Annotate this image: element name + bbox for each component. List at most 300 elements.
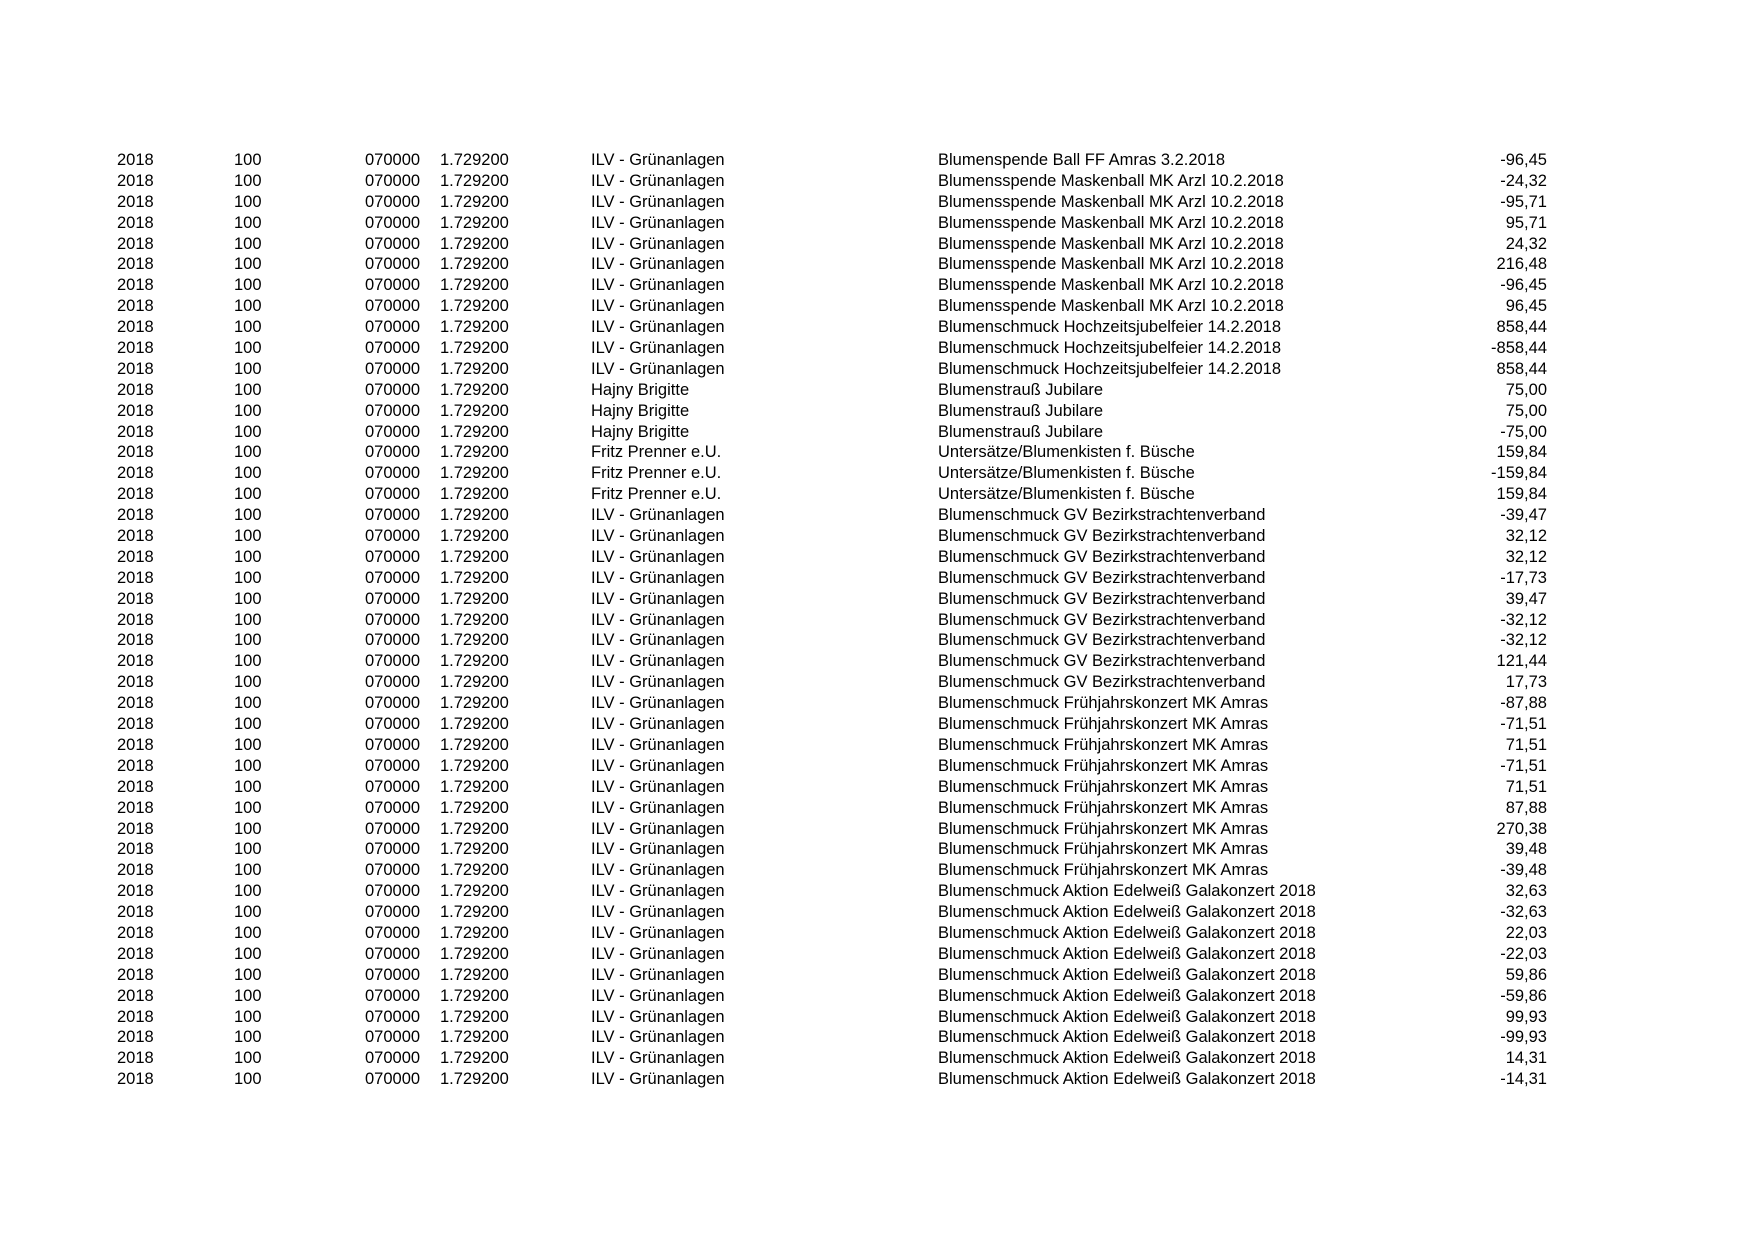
description-cell: Blumenschmuck Aktion Edelweiß Galakonzert 2018 (938, 882, 1316, 901)
code-cell: 070000 (365, 631, 421, 650)
number-cell: 100 (234, 485, 262, 504)
party-cell: ILV - Grünanlagen (591, 171, 725, 190)
amount-cell: 22,03 (1505, 923, 1547, 942)
code-cell: 070000 (365, 151, 421, 169)
year-cell: 2018 (117, 151, 154, 169)
party-cell: ILV - Grünanlagen (591, 255, 725, 274)
code-cell: 070000 (365, 944, 421, 963)
description-cell: Blumenschmuck Hochzeitsjubelfeier 14.2.2018 (938, 359, 1282, 378)
account-cell: 1.729200 (440, 171, 509, 190)
code-cell: 070000 (365, 276, 421, 295)
year-cell: 2018 (117, 882, 154, 901)
account-cell: 1.729200 (440, 401, 509, 420)
year-cell: 2018 (117, 527, 154, 546)
number-cell: 100 (234, 840, 262, 859)
number-cell: 100 (234, 694, 262, 713)
account-cell: 1.729200 (440, 297, 509, 316)
amount-cell: 17,73 (1505, 673, 1547, 692)
amount-cell: -159,84 (1491, 464, 1547, 483)
account-cell: 1.729200 (440, 1028, 509, 1047)
table-row (0, 1048, 1754, 1069)
number-cell: 100 (234, 192, 262, 211)
amount-cell: 32,12 (1505, 527, 1547, 546)
amount-cell: -22,03 (1500, 944, 1547, 963)
amount-cell: -96,45 (1500, 276, 1547, 295)
table-row (0, 338, 1754, 359)
amount-cell: 39,48 (1505, 840, 1547, 859)
account-cell: 1.729200 (440, 673, 509, 692)
account-cell: 1.729200 (440, 652, 509, 671)
account-cell: 1.729200 (440, 443, 509, 462)
code-cell: 070000 (365, 422, 421, 441)
table-row (0, 296, 1754, 317)
amount-cell: 75,00 (1505, 380, 1547, 399)
year-cell: 2018 (117, 213, 154, 232)
account-cell: 1.729200 (440, 756, 509, 775)
amount-cell: 32,12 (1505, 547, 1547, 566)
account-cell: 1.729200 (440, 986, 509, 1005)
number-cell: 100 (234, 297, 262, 316)
amount-cell: -95,71 (1500, 192, 1547, 211)
code-cell: 070000 (365, 861, 421, 880)
table-row (0, 401, 1754, 422)
account-cell: 1.729200 (440, 777, 509, 796)
account-cell: 1.729200 (440, 631, 509, 650)
code-cell: 070000 (365, 213, 421, 232)
number-cell: 100 (234, 464, 262, 483)
party-cell: ILV - Grünanlagen (591, 694, 725, 713)
description-cell: Blumensspende Maskenball MK Arzl 10.2.2018 (938, 171, 1284, 190)
number-cell: 100 (234, 568, 262, 587)
account-cell: 1.729200 (440, 1049, 509, 1068)
description-cell: Blumensspende Maskenball MK Arzl 10.2.2018 (938, 213, 1284, 232)
ledger-table (0, 150, 1754, 1090)
party-cell: ILV - Grünanlagen (591, 339, 725, 358)
description-cell: Blumenschmuck Frühjahrskonzert MK Amras (938, 861, 1269, 880)
description-cell: Blumenschmuck GV Bezirkstrachtenverband (938, 610, 1266, 629)
party-cell: ILV - Grünanlagen (591, 986, 725, 1005)
amount-cell: -96,45 (1500, 151, 1547, 169)
account-cell: 1.729200 (440, 610, 509, 629)
code-cell: 070000 (365, 903, 421, 922)
description-cell: Blumenschmuck GV Bezirkstrachtenverband (938, 652, 1266, 671)
amount-cell: -32,63 (1500, 903, 1547, 922)
code-cell: 070000 (365, 527, 421, 546)
number-cell: 100 (234, 1028, 262, 1047)
party-cell: ILV - Grünanlagen (591, 1049, 725, 1068)
party-cell: ILV - Grünanlagen (591, 882, 725, 901)
party-cell: Fritz Prenner e.U. (591, 464, 722, 483)
table-row (0, 819, 1754, 840)
code-cell: 070000 (365, 1070, 421, 1089)
account-cell: 1.729200 (440, 255, 509, 274)
number-cell: 100 (234, 631, 262, 650)
amount-cell: 858,44 (1496, 359, 1547, 378)
description-cell: Blumenschmuck Aktion Edelweiß Galakonzert 2018 (938, 1070, 1316, 1089)
account-cell: 1.729200 (440, 192, 509, 211)
code-cell: 070000 (365, 568, 421, 587)
table-row (0, 839, 1754, 860)
code-cell: 070000 (365, 255, 421, 274)
code-cell: 070000 (365, 610, 421, 629)
number-cell: 100 (234, 944, 262, 963)
year-cell: 2018 (117, 589, 154, 608)
year-cell: 2018 (117, 798, 154, 817)
description-cell: Blumenschmuck Aktion Edelweiß Galakonzert 2018 (938, 986, 1316, 1005)
year-cell: 2018 (117, 840, 154, 859)
description-cell: Blumenschmuck Aktion Edelweiß Galakonzert 2018 (938, 965, 1316, 984)
number-cell: 100 (234, 276, 262, 295)
number-cell: 100 (234, 986, 262, 1005)
number-cell: 100 (234, 819, 262, 838)
year-cell: 2018 (117, 652, 154, 671)
year-cell: 2018 (117, 380, 154, 399)
description-cell: Blumenschmuck Frühjahrskonzert MK Amras (938, 840, 1269, 859)
number-cell: 100 (234, 965, 262, 984)
amount-cell: 216,48 (1496, 255, 1547, 274)
table-row (0, 380, 1754, 401)
table-row (0, 672, 1754, 693)
party-cell: ILV - Grünanlagen (591, 234, 725, 253)
party-cell: ILV - Grünanlagen (591, 923, 725, 942)
amount-cell: 159,84 (1496, 443, 1547, 462)
description-cell: Blumenschmuck Aktion Edelweiß Galakonzert 2018 (938, 1049, 1316, 1068)
account-cell: 1.729200 (440, 547, 509, 566)
account-cell: 1.729200 (440, 903, 509, 922)
account-cell: 1.729200 (440, 527, 509, 546)
table-row (0, 484, 1754, 505)
account-cell: 1.729200 (440, 380, 509, 399)
year-cell: 2018 (117, 986, 154, 1005)
year-cell: 2018 (117, 610, 154, 629)
description-cell: Blumensspende Maskenball MK Arzl 10.2.2018 (938, 276, 1284, 295)
account-cell: 1.729200 (440, 506, 509, 525)
table-row (0, 923, 1754, 944)
number-cell: 100 (234, 589, 262, 608)
description-cell: Blumenschmuck GV Bezirkstrachtenverband (938, 568, 1266, 587)
number-cell: 100 (234, 882, 262, 901)
description-cell: Blumenschmuck GV Bezirkstrachtenverband (938, 547, 1266, 566)
party-cell: ILV - Grünanlagen (591, 1007, 725, 1026)
table-row (0, 1027, 1754, 1048)
party-cell: ILV - Grünanlagen (591, 1070, 725, 1089)
table-row (0, 986, 1754, 1007)
amount-cell: 270,38 (1496, 819, 1547, 838)
amount-cell: -24,32 (1500, 171, 1547, 190)
party-cell: ILV - Grünanlagen (591, 276, 725, 295)
description-cell: Blumensspende Maskenball MK Arzl 10.2.2018 (938, 192, 1284, 211)
number-cell: 100 (234, 401, 262, 420)
year-cell: 2018 (117, 359, 154, 378)
party-cell: ILV - Grünanlagen (591, 965, 725, 984)
table-row (0, 630, 1754, 651)
amount-cell: 39,47 (1505, 589, 1547, 608)
account-cell: 1.729200 (440, 735, 509, 754)
party-cell: ILV - Grünanlagen (591, 840, 725, 859)
table-row (0, 275, 1754, 296)
code-cell: 070000 (365, 798, 421, 817)
party-cell: ILV - Grünanlagen (591, 944, 725, 963)
amount-cell: -71,51 (1500, 756, 1547, 775)
table-row (0, 463, 1754, 484)
year-cell: 2018 (117, 485, 154, 504)
account-cell: 1.729200 (440, 485, 509, 504)
number-cell: 100 (234, 171, 262, 190)
party-cell: ILV - Grünanlagen (591, 819, 725, 838)
year-cell: 2018 (117, 694, 154, 713)
description-cell: Blumenschmuck Aktion Edelweiß Galakonzert 2018 (938, 944, 1316, 963)
description-cell: Blumenschmuck GV Bezirkstrachtenverband (938, 527, 1266, 546)
year-cell: 2018 (117, 965, 154, 984)
year-cell: 2018 (117, 756, 154, 775)
table-row (0, 1007, 1754, 1028)
year-cell: 2018 (117, 861, 154, 880)
table-row (0, 150, 1754, 171)
year-cell: 2018 (117, 1007, 154, 1026)
code-cell: 070000 (365, 380, 421, 399)
account-cell: 1.729200 (440, 819, 509, 838)
account-cell: 1.729200 (440, 339, 509, 358)
table-row (0, 359, 1754, 380)
account-cell: 1.729200 (440, 882, 509, 901)
account-cell: 1.729200 (440, 715, 509, 734)
description-cell: Blumenschmuck Aktion Edelweiß Galakonzert 2018 (938, 923, 1316, 942)
code-cell: 070000 (365, 234, 421, 253)
code-cell: 070000 (365, 1007, 421, 1026)
number-cell: 100 (234, 359, 262, 378)
year-cell: 2018 (117, 819, 154, 838)
table-row (0, 944, 1754, 965)
account-cell: 1.729200 (440, 798, 509, 817)
number-cell: 100 (234, 903, 262, 922)
table-row (0, 777, 1754, 798)
table-row (0, 798, 1754, 819)
year-cell: 2018 (117, 1049, 154, 1068)
amount-cell: 96,45 (1505, 297, 1547, 316)
year-cell: 2018 (117, 464, 154, 483)
party-cell: ILV - Grünanlagen (591, 861, 725, 880)
code-cell: 070000 (365, 359, 421, 378)
description-cell: Blumenstrauß Jubilare (938, 422, 1104, 441)
code-cell: 070000 (365, 547, 421, 566)
party-cell: ILV - Grünanlagen (591, 631, 725, 650)
code-cell: 070000 (365, 464, 421, 483)
number-cell: 100 (234, 443, 262, 462)
amount-cell: -75,00 (1500, 422, 1547, 441)
table-row (0, 756, 1754, 777)
party-cell: ILV - Grünanlagen (591, 506, 725, 525)
description-cell: Blumenschmuck Hochzeitsjubelfeier 14.2.2018 (938, 318, 1282, 337)
party-cell: ILV - Grünanlagen (591, 359, 725, 378)
code-cell: 070000 (365, 715, 421, 734)
party-cell: Fritz Prenner e.U. (591, 443, 722, 462)
code-cell: 070000 (365, 589, 421, 608)
party-cell: ILV - Grünanlagen (591, 735, 725, 754)
year-cell: 2018 (117, 1028, 154, 1047)
party-cell: Hajny Brigitte (591, 422, 690, 441)
amount-cell: 71,51 (1505, 777, 1547, 796)
code-cell: 070000 (365, 192, 421, 211)
year-cell: 2018 (117, 923, 154, 942)
account-cell: 1.729200 (440, 276, 509, 295)
account-cell: 1.729200 (440, 1007, 509, 1026)
code-cell: 070000 (365, 777, 421, 796)
party-cell: Hajny Brigitte (591, 401, 690, 420)
year-cell: 2018 (117, 1070, 154, 1089)
party-cell: ILV - Grünanlagen (591, 1028, 725, 1047)
amount-cell: 99,93 (1505, 1007, 1547, 1026)
description-cell: Untersätze/Blumenkisten f. Büsche (938, 464, 1195, 483)
number-cell: 100 (234, 380, 262, 399)
year-cell: 2018 (117, 673, 154, 692)
party-cell: ILV - Grünanlagen (591, 777, 725, 796)
account-cell: 1.729200 (440, 923, 509, 942)
description-cell: Blumensspende Maskenball MK Arzl 10.2.2018 (938, 297, 1284, 316)
year-cell: 2018 (117, 192, 154, 211)
number-cell: 100 (234, 652, 262, 671)
number-cell: 100 (234, 673, 262, 692)
code-cell: 070000 (365, 986, 421, 1005)
table-row (0, 881, 1754, 902)
amount-cell: -14,31 (1500, 1070, 1547, 1089)
party-cell: ILV - Grünanlagen (591, 318, 725, 337)
description-cell: Blumenstrauß Jubilare (938, 401, 1104, 420)
account-cell: 1.729200 (440, 422, 509, 441)
table-row (0, 860, 1754, 881)
description-cell: Blumenstrauß Jubilare (938, 380, 1104, 399)
description-cell: Blumenschmuck GV Bezirkstrachtenverband (938, 631, 1266, 650)
table-row (0, 213, 1754, 234)
year-cell: 2018 (117, 568, 154, 587)
year-cell: 2018 (117, 735, 154, 754)
account-cell: 1.729200 (440, 589, 509, 608)
year-cell: 2018 (117, 401, 154, 420)
amount-cell: 59,86 (1505, 965, 1547, 984)
code-cell: 070000 (365, 840, 421, 859)
year-cell: 2018 (117, 171, 154, 190)
description-cell: Blumenschmuck Frühjahrskonzert MK Amras (938, 756, 1269, 775)
table-row (0, 714, 1754, 735)
code-cell: 070000 (365, 694, 421, 713)
year-cell: 2018 (117, 234, 154, 253)
number-cell: 100 (234, 255, 262, 274)
amount-cell: 159,84 (1496, 485, 1547, 504)
table-row (0, 234, 1754, 255)
year-cell: 2018 (117, 944, 154, 963)
number-cell: 100 (234, 798, 262, 817)
number-cell: 100 (234, 151, 262, 169)
number-cell: 100 (234, 715, 262, 734)
account-cell: 1.729200 (440, 861, 509, 880)
number-cell: 100 (234, 1007, 262, 1026)
description-cell: Blumenschmuck Frühjahrskonzert MK Amras (938, 798, 1269, 817)
table-row (0, 589, 1754, 610)
code-cell: 070000 (365, 882, 421, 901)
party-cell: ILV - Grünanlagen (591, 568, 725, 587)
code-cell: 070000 (365, 923, 421, 942)
year-cell: 2018 (117, 777, 154, 796)
number-cell: 100 (234, 923, 262, 942)
description-cell: Blumenschmuck Hochzeitsjubelfeier 14.2.2018 (938, 339, 1282, 358)
amount-cell: -59,86 (1500, 986, 1547, 1005)
number-cell: 100 (234, 735, 262, 754)
number-cell: 100 (234, 861, 262, 880)
year-cell: 2018 (117, 422, 154, 441)
table-row (0, 610, 1754, 631)
table-row (0, 568, 1754, 589)
party-cell: ILV - Grünanlagen (591, 547, 725, 566)
year-cell: 2018 (117, 715, 154, 734)
year-cell: 2018 (117, 297, 154, 316)
account-cell: 1.729200 (440, 944, 509, 963)
amount-cell: 71,51 (1505, 735, 1547, 754)
account-cell: 1.729200 (440, 568, 509, 587)
number-cell: 100 (234, 547, 262, 566)
year-cell: 2018 (117, 255, 154, 274)
number-cell: 100 (234, 339, 262, 358)
account-cell: 1.729200 (440, 694, 509, 713)
year-cell: 2018 (117, 443, 154, 462)
amount-cell: 32,63 (1505, 882, 1547, 901)
table-row (0, 442, 1754, 463)
description-cell: Blumenschmuck Frühjahrskonzert MK Amras (938, 735, 1269, 754)
description-cell: Blumenschmuck Aktion Edelweiß Galakonzert 2018 (938, 903, 1316, 922)
year-cell: 2018 (117, 547, 154, 566)
code-cell: 070000 (365, 506, 421, 525)
number-cell: 100 (234, 213, 262, 232)
party-cell: ILV - Grünanlagen (591, 652, 725, 671)
table-row (0, 547, 1754, 568)
amount-cell: 75,00 (1505, 401, 1547, 420)
account-cell: 1.729200 (440, 359, 509, 378)
amount-cell: -32,12 (1500, 610, 1547, 629)
number-cell: 100 (234, 422, 262, 441)
table-row (0, 192, 1754, 213)
code-cell: 070000 (365, 756, 421, 775)
year-cell: 2018 (117, 506, 154, 525)
table-row (0, 171, 1754, 192)
amount-cell: 24,32 (1505, 234, 1547, 253)
code-cell: 070000 (365, 339, 421, 358)
party-cell: ILV - Grünanlagen (591, 192, 725, 211)
code-cell: 070000 (365, 485, 421, 504)
number-cell: 100 (234, 610, 262, 629)
description-cell: Blumenschmuck Frühjahrskonzert MK Amras (938, 694, 1269, 713)
account-cell: 1.729200 (440, 213, 509, 232)
code-cell: 070000 (365, 965, 421, 984)
number-cell: 100 (234, 777, 262, 796)
number-cell: 100 (234, 527, 262, 546)
party-cell: ILV - Grünanlagen (591, 798, 725, 817)
year-cell: 2018 (117, 318, 154, 337)
code-cell: 070000 (365, 673, 421, 692)
party-cell: ILV - Grünanlagen (591, 610, 725, 629)
code-cell: 070000 (365, 652, 421, 671)
table-row (0, 965, 1754, 986)
number-cell: 100 (234, 1070, 262, 1089)
description-cell: Blumensspende Maskenball MK Arzl 10.2.2018 (938, 255, 1284, 274)
description-cell: Blumensspende Maskenball MK Arzl 10.2.2018 (938, 234, 1284, 253)
description-cell: Blumenschmuck Frühjahrskonzert MK Amras (938, 819, 1269, 838)
party-cell: ILV - Grünanlagen (591, 589, 725, 608)
table-row (0, 422, 1754, 443)
description-cell: Blumenspende Ball FF Amras 3.2.2018 (938, 151, 1226, 169)
amount-cell: -39,48 (1500, 861, 1547, 880)
number-cell: 100 (234, 506, 262, 525)
account-cell: 1.729200 (440, 318, 509, 337)
description-cell: Untersätze/Blumenkisten f. Büsche (938, 443, 1195, 462)
table-row (0, 693, 1754, 714)
